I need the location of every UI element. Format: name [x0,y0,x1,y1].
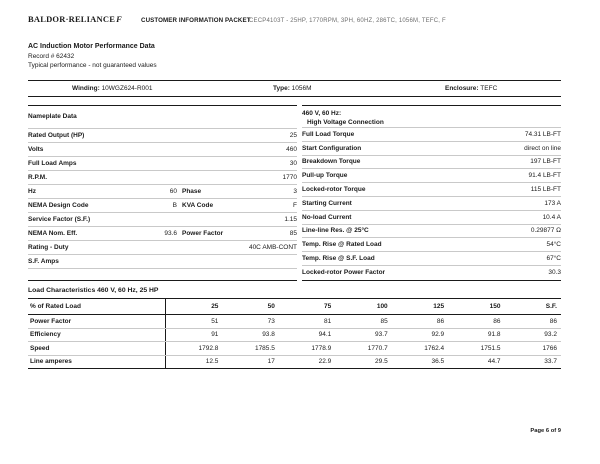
table-row [28,255,297,269]
hv-connection-header [302,106,561,128]
table-row [28,171,297,185]
row-value: direct on line [524,144,561,152]
top-header [28,14,561,28]
row-value: 85 [289,230,297,237]
enclosure-value: TEFC [480,85,498,92]
column-header: S.F. [545,303,557,310]
row-label: Speed [28,342,166,355]
row-value: 30 [289,160,297,167]
row-label: Line-line Res. @ 25°C [302,227,369,235]
load-table-header-row [28,299,561,315]
row-label: Locked-rotor Power Factor [302,268,386,276]
page-title: AC Induction Motor Performance Data [28,43,155,50]
table-row [28,342,561,356]
load-characteristics-title: Load Characteristics 460 V, 60 Hz, 25 HP [28,287,159,294]
row-label: Full Load Amps [28,160,77,167]
cell-value: 86 [493,317,501,325]
row-label: Breakdown Torque [302,158,361,166]
row-label: R.P.M. [28,174,48,181]
column-header: 50 [267,303,275,310]
cell-value: 85 [380,317,388,325]
row-value: 1770 [282,174,297,181]
row-value: 10.4 A [542,213,561,221]
row-label: NEMA Design Code [28,202,89,209]
row-value: 115 LB-FT [530,186,561,194]
column-header: % of Rated Load [28,299,166,314]
table-row [302,266,561,279]
table-row [28,185,297,199]
table-row [28,157,297,171]
cell-value: 93.7 [375,331,388,339]
row-label: Rating - Duty [28,244,69,251]
row-label: No-load Current [302,213,352,221]
row-value: 1.15 [284,216,297,223]
row-label: Hz [28,188,36,195]
performance-note: Typical performance - not guaranteed values [28,61,157,69]
row-value: 91.4 LB-FT [528,172,561,180]
cell-value: 1751.5 [480,344,501,352]
row-label-2: Phase [182,188,202,195]
cell-value: 17 [267,358,275,366]
hv-header-line2: High Voltage Connection [307,118,384,126]
load-characteristics-table [28,298,561,369]
cell-value: 1762.4 [424,344,445,352]
cell-value: 92.9 [431,331,445,339]
table-row [302,169,561,183]
row-value: 74.31 LB-FT [524,130,561,138]
row-label-2: Power Factor [182,230,224,237]
cell-value: 1770.7 [367,344,388,352]
table-row [302,225,561,239]
row-label: Efficiency [28,329,166,342]
hv-connection-table [302,105,561,281]
row-value: 25 [289,132,297,139]
table-row [28,241,297,255]
enclosure-label: Enclosure: [445,85,479,92]
row-value: 67°C [546,255,561,263]
enclosure-field [445,81,497,96]
winding-label: Winding: [72,85,100,92]
type-field [273,81,312,96]
cell-value: 93.8 [262,331,275,339]
packet-label: CUSTOMER INFORMATION PACKET [141,17,251,24]
cell-value: 36.5 [431,358,445,366]
column-header: 75 [324,303,332,310]
cell-value: 1785.5 [254,344,275,352]
row-label: Start Configuration [302,144,362,152]
table-row [302,238,561,252]
row-mid-value: 60 [169,188,177,195]
row-value: F [293,202,297,209]
row-label: Line amperes [28,356,166,369]
column-header: 100 [376,303,388,310]
table-row [302,183,561,197]
cell-value: 91.8 [487,331,501,339]
cell-value: 29.5 [375,358,388,366]
table-row [28,329,561,343]
row-label: Full Load Torque [302,130,355,138]
logo-flag-mark: F [116,14,122,24]
row-label: Power Factor [28,315,166,328]
row-label: Starting Current [302,199,352,207]
title-block [28,42,157,70]
row-label: NEMA Nom. Eff. [28,230,78,237]
cell-value: 73 [267,317,275,325]
table-row [302,197,561,211]
row-label: Locked-rotor Torque [302,186,366,194]
table-row [28,315,561,329]
nameplate-filler [28,269,297,280]
cell-value: 12.5 [205,358,219,366]
row-label: Rated Output (HP) [28,132,85,139]
column-header: 150 [489,303,501,310]
data-columns [28,105,561,281]
cell-value: 1778.9 [311,344,332,352]
row-value: 54°C [546,241,561,249]
cell-value: 86 [436,317,445,325]
row-value: 3 [293,188,297,195]
table-row [302,142,561,156]
nameplate-header: Nameplate Data [28,106,297,129]
catalog-part-info: CECP4103T - 25HP, 1770RPM, 3PH, 60HZ, 286TC, 1056M, TEFC, F [249,17,446,24]
row-label: S.F. Amps [28,258,59,265]
logo-text: BALDOR·RELIANCE [28,14,116,24]
baldor-reliance-logo [28,14,122,24]
row-value: 30.3 [548,268,561,276]
cell-value: 44.7 [487,358,501,366]
cell-value: 51 [211,317,219,325]
row-value: 0.29877 Ω [530,227,561,235]
row-mid-value: 93.6 [164,230,177,237]
hv-header-line1: 460 V, 60 Hz: [302,109,342,117]
row-label: Service Factor (S.F.) [28,216,91,223]
row-label: Pull-up Torque [302,172,348,180]
column-header: 125 [433,303,445,310]
winding-value: 10WGZ624-R001 [101,85,153,92]
row-mid-value: B [172,202,177,209]
table-row [28,129,297,143]
record-number: Record # 62432 [28,52,75,60]
row-label: Temp. Rise @ S.F. Load [302,255,375,263]
winding-field [72,81,153,96]
cell-value: 81 [324,317,332,325]
row-value: 173 A [544,199,561,207]
table-row [28,227,297,241]
row-label-2: KVA Code [182,202,214,209]
table-row [28,213,297,227]
cell-value: 93.2 [544,331,557,339]
type-label: Type: [273,85,290,92]
table-row [28,356,561,369]
cell-value: 22.9 [318,358,332,366]
table-row [302,211,561,225]
cell-value: 1792.8 [198,344,219,352]
page-number: Page 6 of 9 [530,428,561,434]
table-row [28,143,297,157]
table-row [302,156,561,170]
cell-value: 91 [211,331,219,339]
row-label: Volts [28,146,44,153]
row-value: 40C AMB-CONT [248,244,297,251]
cell-value: 1766 [542,344,557,352]
table-row [28,199,297,213]
table-row [302,252,561,266]
cell-value: 33.7 [544,358,557,366]
table-row [302,128,561,142]
row-label: Temp. Rise @ Rated Load [302,241,382,249]
nameplate-table [28,105,297,281]
column-header: 25 [211,303,219,310]
winding-bar [28,80,561,97]
row-value: 197 LB-FT [530,158,561,166]
row-value: 460 [286,146,297,153]
cell-value: 86 [549,317,557,325]
type-value: 1056M [291,85,312,92]
cell-value: 94.1 [318,331,332,339]
